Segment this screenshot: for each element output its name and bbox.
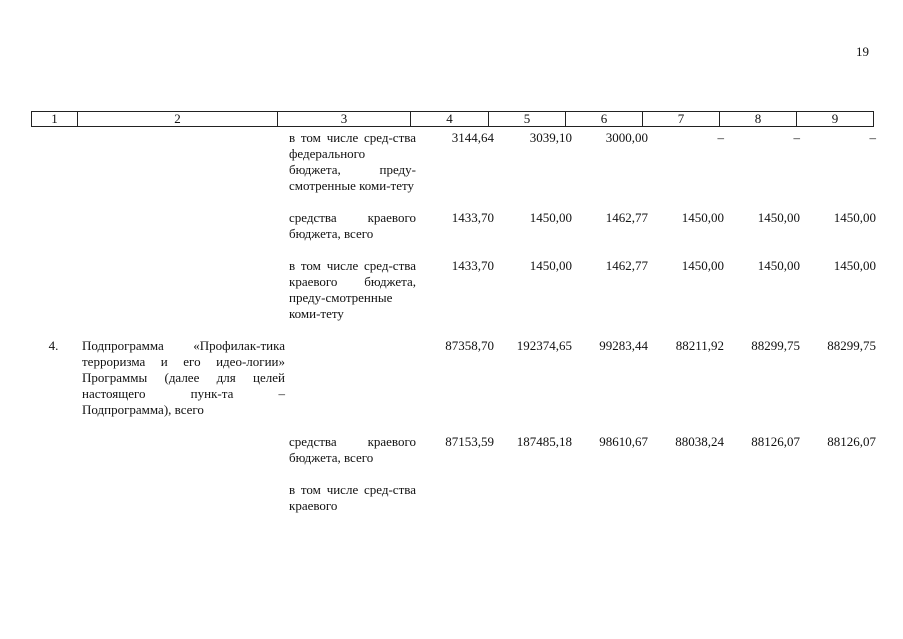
program-name xyxy=(76,482,285,514)
value-col-5: 192374,65 xyxy=(516,338,572,353)
row-spacer xyxy=(31,194,876,210)
funding-source: в том числе сред-ства краевого бюджета, преду-смотренные коми-тету xyxy=(289,258,416,321)
value-col-4: 1433,70 xyxy=(451,258,494,273)
header-cell-7: 7 xyxy=(643,112,720,127)
header-cell-5: 5 xyxy=(489,112,566,127)
value-col-4: 87358,70 xyxy=(445,338,494,353)
value-col-6: 1462,77 xyxy=(605,210,648,225)
row-spacer xyxy=(31,242,876,258)
value-col-5 xyxy=(494,482,572,514)
header-cell-1: 1 xyxy=(32,112,78,127)
value-col-8: 1450,00 xyxy=(757,210,800,225)
value-col-4: 1433,70 xyxy=(451,210,494,225)
row-number xyxy=(31,130,76,194)
funding-source xyxy=(285,338,416,418)
header-cell-8: 8 xyxy=(720,112,797,127)
row-number xyxy=(31,258,76,322)
value-col-5: 187485,18 xyxy=(516,434,572,449)
funding-source: в том числе сред-ства федерального бюджета, преду-смотренные коми-тету xyxy=(289,130,416,193)
row-spacer xyxy=(31,418,876,434)
page-number: 19 xyxy=(856,44,869,59)
program-name xyxy=(76,210,285,242)
value-col-6: 98610,67 xyxy=(599,434,648,449)
value-col-6: 3000,00 xyxy=(605,130,648,145)
row-spacer xyxy=(31,466,876,482)
header-cell-6: 6 xyxy=(566,112,643,127)
value-col-6: 1462,77 xyxy=(605,258,648,273)
value-col-6: 99283,44 xyxy=(599,338,648,353)
funding-source: в том числе сред-ства краевого xyxy=(289,482,416,513)
program-name xyxy=(76,258,285,322)
value-col-4: 3144,64 xyxy=(451,130,494,145)
header-row xyxy=(32,112,874,127)
header-cell-2: 2 xyxy=(78,112,278,127)
value-col-7: 88038,24 xyxy=(675,434,724,449)
row-number: 4. xyxy=(48,338,59,353)
funding-source: средства краевого бюджета, всего xyxy=(289,210,416,241)
value-col-9: 1450,00 xyxy=(833,258,876,273)
value-col-5: 1450,00 xyxy=(529,258,572,273)
header-cell-9: 9 xyxy=(797,112,874,127)
value-col-7: 88211,92 xyxy=(675,338,724,353)
program-name xyxy=(76,130,285,194)
value-col-9: – xyxy=(869,130,876,145)
table-row xyxy=(31,482,876,514)
row-number xyxy=(31,434,76,466)
budget-table xyxy=(31,130,876,514)
value-col-9: 1450,00 xyxy=(833,210,876,225)
value-col-7 xyxy=(648,482,724,514)
header-cell-4: 4 xyxy=(411,112,489,127)
value-col-8: – xyxy=(793,130,800,145)
value-col-9: 88126,07 xyxy=(827,434,876,449)
funding-source: средства краевого бюджета, всего xyxy=(289,434,416,465)
value-col-5: 1450,00 xyxy=(529,210,572,225)
value-col-8 xyxy=(724,482,800,514)
value-col-7: 1450,00 xyxy=(681,210,724,225)
value-col-6 xyxy=(572,482,648,514)
program-name xyxy=(76,434,285,466)
row-number xyxy=(31,482,76,514)
value-col-8: 88299,75 xyxy=(751,338,800,353)
program-name: Подпрограмма «Профилак-тика терроризма и его идео-логии» Программы (далее для целей настоящего пунк-та – Подпрограмма), всего xyxy=(82,338,285,417)
table-row xyxy=(31,434,876,466)
value-col-8: 88126,07 xyxy=(751,434,800,449)
value-col-8: 1450,00 xyxy=(757,258,800,273)
value-col-5: 3039,10 xyxy=(529,130,572,145)
value-col-4 xyxy=(416,482,494,514)
table-row xyxy=(31,338,876,418)
value-col-9: 88299,75 xyxy=(827,338,876,353)
row-number xyxy=(31,210,76,242)
value-col-9 xyxy=(800,482,876,514)
header-cell-3: 3 xyxy=(278,112,411,127)
column-header-table xyxy=(31,111,874,127)
value-col-7: – xyxy=(717,130,724,145)
table-row xyxy=(31,130,876,194)
table-row xyxy=(31,258,876,322)
row-spacer xyxy=(31,322,876,338)
value-col-7: 1450,00 xyxy=(681,258,724,273)
value-col-4: 87153,59 xyxy=(445,434,494,449)
table-row xyxy=(31,210,876,242)
